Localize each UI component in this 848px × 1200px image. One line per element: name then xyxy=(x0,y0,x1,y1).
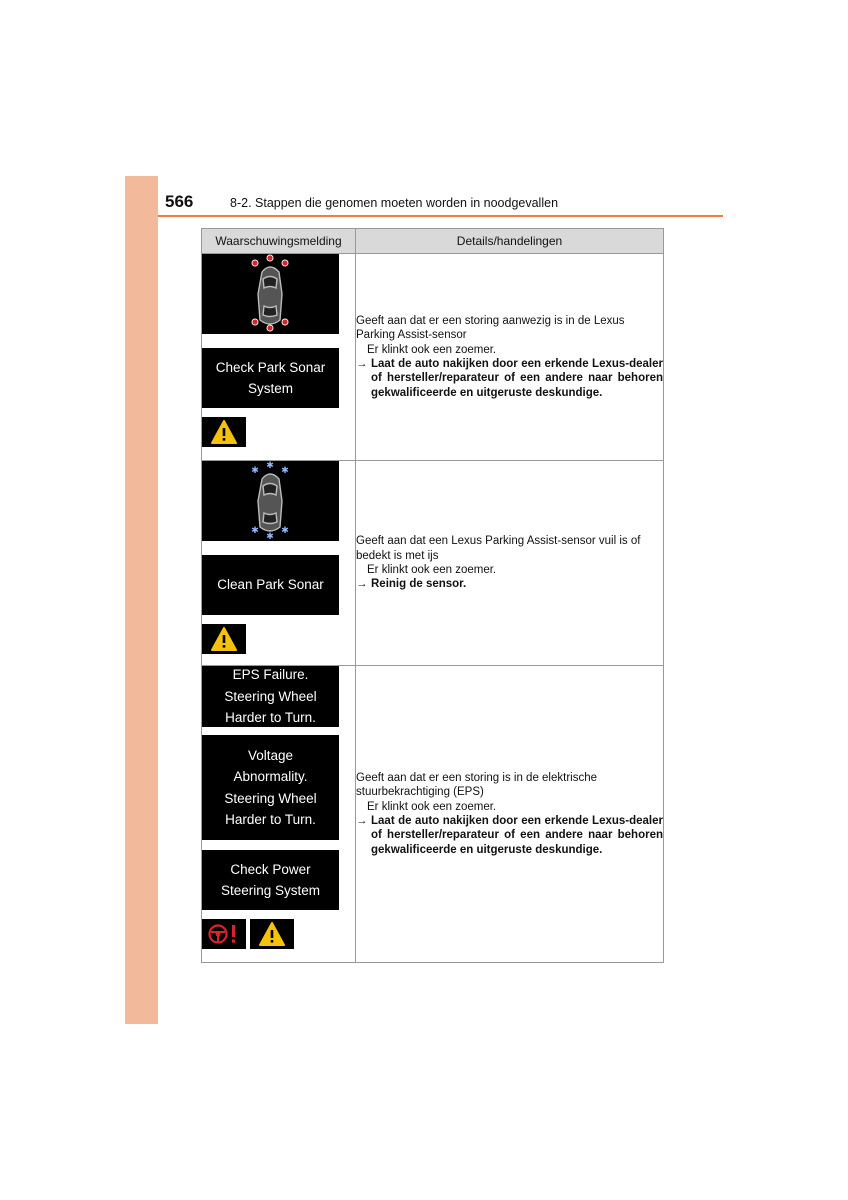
message-line: Steering Wheel xyxy=(224,790,317,806)
warning-light xyxy=(202,624,246,654)
column-header-details: Details/handelingen xyxy=(356,229,664,254)
warning-cell xyxy=(202,461,356,666)
warning-triangle-icon xyxy=(211,627,237,651)
car-top-view-ice-icon xyxy=(202,461,339,541)
message-screen xyxy=(202,666,339,727)
description-text: Geeft aan dat er een storing is in de elektrische stuurbekrachtiging (EPS) xyxy=(356,772,598,799)
warning-cell xyxy=(202,254,356,461)
action-text: Reinig de sensor. xyxy=(371,578,467,591)
buzzer-note: Er klinkt ook een zoemer. xyxy=(367,800,497,813)
warning-triangle-icon xyxy=(211,420,237,444)
arrow-glyph: → xyxy=(356,815,368,827)
section-title: 8-2. Stappen die genomen moeten worden in noodgevallen xyxy=(230,196,559,210)
car-top-view-fault-icon xyxy=(202,254,339,334)
chapter-side-tab xyxy=(125,176,158,1024)
table-header-row xyxy=(202,229,664,254)
description-text: Geeft aan dat een Lexus Parking Assist-sensor vuil is of bedekt is met ijs xyxy=(356,535,641,562)
table-row xyxy=(202,461,664,666)
description-text: Geeft aan dat er een storing aanwezig is in de Lexus Parking Assist-sensor xyxy=(356,315,625,342)
buzzer-note: Er klinkt ook een zoemer. xyxy=(367,343,497,356)
warning-light xyxy=(250,919,294,949)
header-divider xyxy=(158,215,723,217)
arrow-glyph: → xyxy=(356,358,368,370)
message-line: Harder to Turn. xyxy=(225,812,316,827)
message-line: Check Park Sonar System xyxy=(215,359,326,396)
svg-text:✱: ✱ xyxy=(266,532,274,541)
arrow-glyph: → xyxy=(356,578,368,591)
message-line: Steering System xyxy=(220,883,321,898)
column-header-warning: Waarschuwingsmelding xyxy=(202,229,356,254)
message-line: Abnormality. xyxy=(233,769,308,784)
svg-text:✱: ✱ xyxy=(281,526,289,536)
svg-text:✱: ✱ xyxy=(281,466,289,476)
table-row xyxy=(202,666,664,963)
action-text: Laat de auto nakijken door een erkende Lexus-dealer of hersteller/reparateur of een andere naar behoren gekwalificeerde en uitgeruste deskundige. xyxy=(371,358,663,399)
buzzer-note: Er klinkt ook een zoemer. xyxy=(367,564,497,576)
warning-light xyxy=(202,417,246,447)
message-screen xyxy=(202,555,339,615)
table-row xyxy=(202,254,664,461)
svg-text:✱: ✱ xyxy=(251,466,259,476)
action-text: Laat de auto nakijken door een erkende Lexus-dealer of hersteller/reparateur of een andere naar behoren gekwalificeerde en uitgeruste deskundige. xyxy=(371,815,663,856)
message-line: EPS Failure. xyxy=(232,667,309,683)
page-number: 566 xyxy=(165,192,194,211)
message-line: Check Power xyxy=(230,861,311,877)
message-screen xyxy=(202,850,339,910)
message-line: Clean Park Sonar xyxy=(217,577,324,593)
message-screen xyxy=(202,348,339,408)
details-cell xyxy=(356,666,664,963)
svg-text:✱: ✱ xyxy=(251,526,259,536)
eps-warning-light xyxy=(202,919,246,949)
message-line: Steering Wheel xyxy=(224,688,317,704)
details-cell xyxy=(356,254,664,461)
steering-warning-icon xyxy=(207,923,241,945)
message-screen xyxy=(202,735,339,840)
warning-triangle-icon xyxy=(259,922,285,946)
details-cell xyxy=(356,461,664,666)
message-line: Voltage xyxy=(247,747,294,763)
warning-cell xyxy=(202,666,356,963)
message-line: Harder to Turn. xyxy=(225,710,316,726)
warning-table xyxy=(201,228,664,963)
park-sensor-fault-display xyxy=(202,254,339,334)
park-sensor-dirty-display xyxy=(202,461,339,541)
svg-text:✱: ✱ xyxy=(266,461,274,471)
